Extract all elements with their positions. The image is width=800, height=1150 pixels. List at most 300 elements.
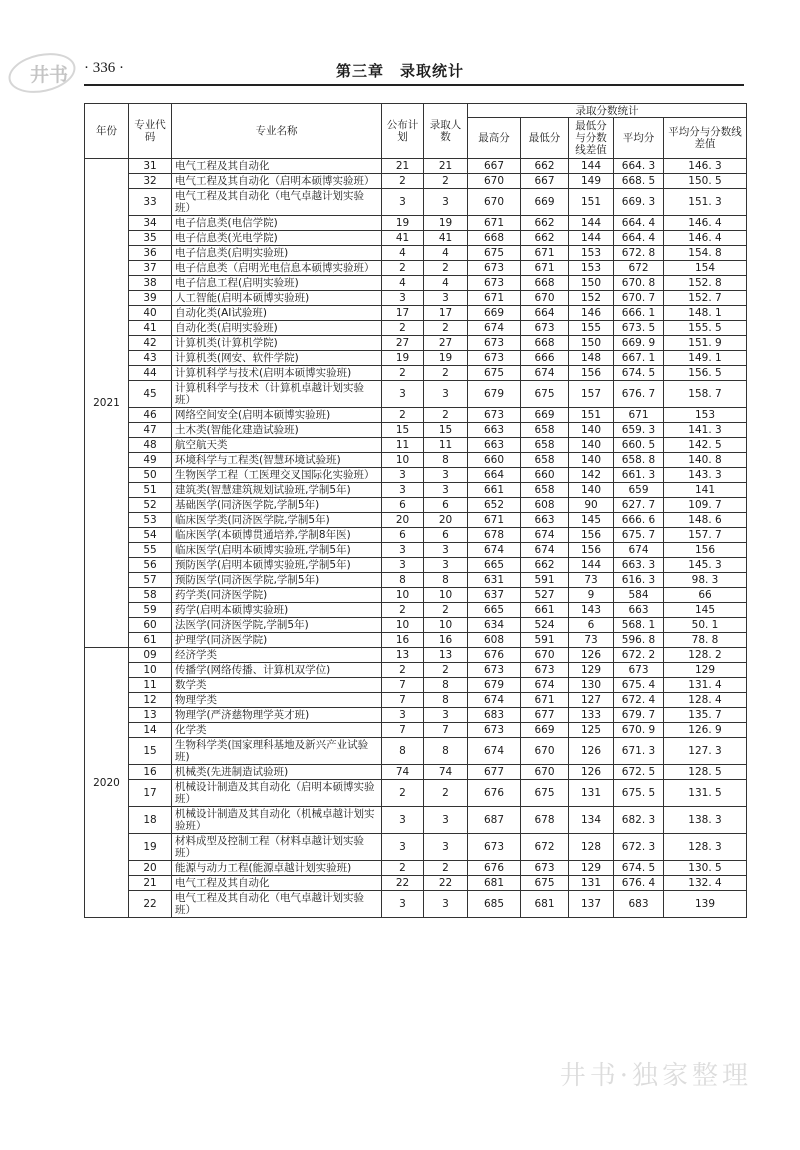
min-cell: 671 xyxy=(521,693,569,708)
max-cell: 674 xyxy=(468,738,521,765)
admitted-cell: 21 xyxy=(424,159,468,174)
plan-cell: 3 xyxy=(382,708,424,723)
watermark-text: 井书·独家整理 xyxy=(559,1061,752,1091)
max-cell: 676 xyxy=(468,780,521,807)
avg-diff-cell: 128. 5 xyxy=(664,765,747,780)
max-cell: 681 xyxy=(468,876,521,891)
min-diff-cell: 150 xyxy=(569,276,614,291)
min-cell: 658 xyxy=(521,483,569,498)
max-cell: 660 xyxy=(468,453,521,468)
code-cell: 22 xyxy=(129,891,172,918)
table-row xyxy=(85,738,747,765)
min-diff-cell: 90 xyxy=(569,498,614,513)
major-cell: 药学(启明本硕博实验班) xyxy=(172,603,382,618)
avg-diff-cell: 153 xyxy=(664,408,747,423)
major-cell: 能源与动力工程(能源卓越计划实验班) xyxy=(172,861,382,876)
avg-cell: 675. 7 xyxy=(614,528,664,543)
table-row xyxy=(85,174,747,189)
avg-cell: 664. 4 xyxy=(614,231,664,246)
admitted-cell: 15 xyxy=(424,423,468,438)
major-cell: 经济学类 xyxy=(172,648,382,663)
avg-cell: 675. 5 xyxy=(614,780,664,807)
major-cell: 电气工程及其自动化 xyxy=(172,159,382,174)
table-row xyxy=(85,663,747,678)
avg-cell: 669. 9 xyxy=(614,336,664,351)
admitted-cell: 2 xyxy=(424,261,468,276)
code-cell: 61 xyxy=(129,633,172,648)
avg-cell: 674. 5 xyxy=(614,861,664,876)
min-diff-cell: 144 xyxy=(569,159,614,174)
min-diff-cell: 129 xyxy=(569,861,614,876)
plan-cell: 3 xyxy=(382,558,424,573)
avg-cell: 672. 3 xyxy=(614,834,664,861)
header-plan: 公布计划 xyxy=(382,104,424,159)
plan-cell: 3 xyxy=(382,483,424,498)
plan-cell: 2 xyxy=(382,261,424,276)
code-cell: 51 xyxy=(129,483,172,498)
major-cell: 土木类(智能化建造试验班) xyxy=(172,423,382,438)
avg-diff-cell: 149. 1 xyxy=(664,351,747,366)
avg-diff-cell: 141 xyxy=(664,483,747,498)
min-diff-cell: 146 xyxy=(569,306,614,321)
table-row xyxy=(85,633,747,648)
code-cell: 35 xyxy=(129,231,172,246)
avg-cell: 683 xyxy=(614,891,664,918)
max-cell: 673 xyxy=(468,336,521,351)
code-cell: 56 xyxy=(129,558,172,573)
plan-cell: 19 xyxy=(382,216,424,231)
avg-cell: 663 xyxy=(614,603,664,618)
major-cell: 生物医学工程（工医理交叉国际化实验班） xyxy=(172,468,382,483)
avg-diff-cell: 135. 7 xyxy=(664,708,747,723)
major-cell: 机械设计制造及其自动化（机械卓越计划实验班） xyxy=(172,807,382,834)
min-cell: 661 xyxy=(521,603,569,618)
admitted-cell: 20 xyxy=(424,513,468,528)
admitted-cell: 2 xyxy=(424,861,468,876)
table-row xyxy=(85,159,747,174)
min-diff-cell: 131 xyxy=(569,876,614,891)
avg-cell: 674. 5 xyxy=(614,366,664,381)
min-cell: 675 xyxy=(521,876,569,891)
min-diff-cell: 144 xyxy=(569,216,614,231)
code-cell: 39 xyxy=(129,291,172,306)
code-cell: 46 xyxy=(129,408,172,423)
avg-cell: 670. 9 xyxy=(614,723,664,738)
avg-diff-cell: 132. 4 xyxy=(664,876,747,891)
major-cell: 航空航天类 xyxy=(172,438,382,453)
max-cell: 671 xyxy=(468,291,521,306)
avg-diff-cell: 130. 5 xyxy=(664,861,747,876)
plan-cell: 6 xyxy=(382,498,424,513)
header-major: 专业名称 xyxy=(172,104,382,159)
code-cell: 58 xyxy=(129,588,172,603)
min-diff-cell: 151 xyxy=(569,189,614,216)
table-row xyxy=(85,807,747,834)
table-row xyxy=(85,306,747,321)
min-cell: 591 xyxy=(521,633,569,648)
min-cell: 667 xyxy=(521,174,569,189)
avg-diff-cell: 143. 3 xyxy=(664,468,747,483)
major-cell: 电气工程及其自动化（电气卓越计划实验班） xyxy=(172,189,382,216)
max-cell: 673 xyxy=(468,723,521,738)
admitted-cell: 7 xyxy=(424,723,468,738)
plan-cell: 7 xyxy=(382,678,424,693)
min-diff-cell: 143 xyxy=(569,603,614,618)
min-diff-cell: 134 xyxy=(569,807,614,834)
plan-cell: 16 xyxy=(382,633,424,648)
plan-cell: 3 xyxy=(382,189,424,216)
admitted-cell: 8 xyxy=(424,693,468,708)
avg-diff-cell: 140. 8 xyxy=(664,453,747,468)
table-row xyxy=(85,708,747,723)
plan-cell: 10 xyxy=(382,453,424,468)
max-cell: 673 xyxy=(468,351,521,366)
major-cell: 电气工程及其自动化（电气卓越计划实验班） xyxy=(172,891,382,918)
max-cell: 631 xyxy=(468,573,521,588)
avg-cell: 668. 5 xyxy=(614,174,664,189)
table-row xyxy=(85,408,747,423)
avg-cell: 672. 8 xyxy=(614,246,664,261)
avg-diff-cell: 154 xyxy=(664,261,747,276)
avg-diff-cell: 145. 3 xyxy=(664,558,747,573)
code-cell: 34 xyxy=(129,216,172,231)
max-cell: 661 xyxy=(468,483,521,498)
plan-cell: 11 xyxy=(382,438,424,453)
avg-cell: 659 xyxy=(614,483,664,498)
min-cell: 675 xyxy=(521,381,569,408)
avg-cell: 658. 8 xyxy=(614,453,664,468)
min-cell: 671 xyxy=(521,261,569,276)
admitted-cell: 19 xyxy=(424,351,468,366)
avg-cell: 676. 4 xyxy=(614,876,664,891)
max-cell: 687 xyxy=(468,807,521,834)
avg-diff-cell: 129 xyxy=(664,663,747,678)
avg-diff-cell: 154. 8 xyxy=(664,246,747,261)
code-cell: 12 xyxy=(129,693,172,708)
table-row xyxy=(85,468,747,483)
plan-cell: 41 xyxy=(382,231,424,246)
max-cell: 678 xyxy=(468,528,521,543)
plan-cell: 8 xyxy=(382,738,424,765)
min-diff-cell: 156 xyxy=(569,366,614,381)
major-cell: 计算机科学与技术（计算机卓越计划实验班） xyxy=(172,381,382,408)
min-diff-cell: 145 xyxy=(569,513,614,528)
major-cell: 数学类 xyxy=(172,678,382,693)
avg-diff-cell: 152. 8 xyxy=(664,276,747,291)
min-diff-cell: 148 xyxy=(569,351,614,366)
avg-diff-cell: 98. 3 xyxy=(664,573,747,588)
page-number: · 336 · xyxy=(84,60,124,76)
table-row xyxy=(85,321,747,336)
admitted-cell: 13 xyxy=(424,648,468,663)
min-diff-cell: 144 xyxy=(569,231,614,246)
table-row xyxy=(85,423,747,438)
plan-cell: 3 xyxy=(382,891,424,918)
max-cell: 679 xyxy=(468,381,521,408)
max-cell: 673 xyxy=(468,276,521,291)
major-cell: 临床医学(本硕博贯通培养,学制8年医) xyxy=(172,528,382,543)
plan-cell: 6 xyxy=(382,528,424,543)
admitted-cell: 2 xyxy=(424,174,468,189)
code-cell: 53 xyxy=(129,513,172,528)
avg-cell: 673. 5 xyxy=(614,321,664,336)
code-cell: 57 xyxy=(129,573,172,588)
min-diff-cell: 131 xyxy=(569,780,614,807)
min-diff-cell: 137 xyxy=(569,891,614,918)
table-row xyxy=(85,678,747,693)
max-cell: 671 xyxy=(468,216,521,231)
major-cell: 物理学(严济慈物理学英才班) xyxy=(172,708,382,723)
min-diff-cell: 73 xyxy=(569,573,614,588)
plan-cell: 3 xyxy=(382,807,424,834)
avg-diff-cell: 157. 7 xyxy=(664,528,747,543)
avg-cell: 672. 5 xyxy=(614,765,664,780)
min-cell: 668 xyxy=(521,276,569,291)
table-row xyxy=(85,261,747,276)
min-cell: 668 xyxy=(521,336,569,351)
admitted-cell: 3 xyxy=(424,891,468,918)
max-cell: 663 xyxy=(468,438,521,453)
table-row xyxy=(85,513,747,528)
major-cell: 电子信息工程(启明实验班) xyxy=(172,276,382,291)
header-avg: 平均分 xyxy=(614,118,664,159)
avg-diff-cell: 148. 6 xyxy=(664,513,747,528)
min-diff-cell: 73 xyxy=(569,633,614,648)
min-diff-cell: 156 xyxy=(569,528,614,543)
table-row xyxy=(85,231,747,246)
max-cell: 670 xyxy=(468,174,521,189)
major-cell: 传播学(网络传播、计算机双学位) xyxy=(172,663,382,678)
min-cell: 674 xyxy=(521,678,569,693)
code-cell: 60 xyxy=(129,618,172,633)
admitted-cell: 3 xyxy=(424,807,468,834)
major-cell: 物理学类 xyxy=(172,693,382,708)
logo-text: 井书 xyxy=(30,64,69,86)
avg-cell: 616. 3 xyxy=(614,573,664,588)
plan-cell: 7 xyxy=(382,723,424,738)
major-cell: 基础医学(同济医学院,学制5年) xyxy=(172,498,382,513)
table-row xyxy=(85,453,747,468)
min-diff-cell: 157 xyxy=(569,381,614,408)
table-row xyxy=(85,336,747,351)
code-cell: 38 xyxy=(129,276,172,291)
admitted-cell: 3 xyxy=(424,483,468,498)
admitted-cell: 3 xyxy=(424,189,468,216)
code-cell: 42 xyxy=(129,336,172,351)
admitted-cell: 17 xyxy=(424,306,468,321)
admitted-cell: 2 xyxy=(424,663,468,678)
min-cell: 658 xyxy=(521,453,569,468)
table-row xyxy=(85,528,747,543)
avg-cell: 596. 8 xyxy=(614,633,664,648)
year-cell: 2021 xyxy=(85,159,129,648)
max-cell: 669 xyxy=(468,306,521,321)
plan-cell: 13 xyxy=(382,648,424,663)
avg-cell: 674 xyxy=(614,543,664,558)
plan-cell: 8 xyxy=(382,573,424,588)
min-cell: 670 xyxy=(521,291,569,306)
avg-diff-cell: 66 xyxy=(664,588,747,603)
min-diff-cell: 153 xyxy=(569,261,614,276)
header-admitted: 录取人数 xyxy=(424,104,468,159)
min-cell: 669 xyxy=(521,189,569,216)
min-cell: 673 xyxy=(521,663,569,678)
major-cell: 临床医学类(同济医学院,学制5年) xyxy=(172,513,382,528)
code-cell: 52 xyxy=(129,498,172,513)
major-cell: 机械设计制造及其自动化（启明本硕博实验班） xyxy=(172,780,382,807)
min-cell: 674 xyxy=(521,528,569,543)
code-cell: 31 xyxy=(129,159,172,174)
min-diff-cell: 151 xyxy=(569,408,614,423)
min-diff-cell: 140 xyxy=(569,483,614,498)
plan-cell: 3 xyxy=(382,543,424,558)
code-cell: 09 xyxy=(129,648,172,663)
avg-diff-cell: 148. 1 xyxy=(664,306,747,321)
code-cell: 15 xyxy=(129,738,172,765)
min-diff-cell: 126 xyxy=(569,765,614,780)
plan-cell: 3 xyxy=(382,834,424,861)
code-cell: 14 xyxy=(129,723,172,738)
avg-cell: 679. 7 xyxy=(614,708,664,723)
plan-cell: 10 xyxy=(382,618,424,633)
major-cell: 电气工程及其自动化（启明本硕博实验班） xyxy=(172,174,382,189)
avg-diff-cell: 146. 3 xyxy=(664,159,747,174)
max-cell: 663 xyxy=(468,423,521,438)
admitted-cell: 3 xyxy=(424,708,468,723)
plan-cell: 17 xyxy=(382,306,424,321)
plan-cell: 4 xyxy=(382,276,424,291)
code-cell: 33 xyxy=(129,189,172,216)
avg-diff-cell: 152. 7 xyxy=(664,291,747,306)
min-cell: 660 xyxy=(521,468,569,483)
major-cell: 预防医学(同济医学院,学制5年) xyxy=(172,573,382,588)
table-row xyxy=(85,216,747,231)
table-row xyxy=(85,603,747,618)
min-cell: 662 xyxy=(521,159,569,174)
avg-cell: 663. 3 xyxy=(614,558,664,573)
code-cell: 55 xyxy=(129,543,172,558)
max-cell: 652 xyxy=(468,498,521,513)
avg-diff-cell: 156. 5 xyxy=(664,366,747,381)
admitted-cell: 2 xyxy=(424,321,468,336)
code-cell: 21 xyxy=(129,876,172,891)
table-row xyxy=(85,891,747,918)
min-diff-cell: 133 xyxy=(569,708,614,723)
avg-diff-cell: 146. 4 xyxy=(664,216,747,231)
avg-cell: 627. 7 xyxy=(614,498,664,513)
code-cell: 47 xyxy=(129,423,172,438)
avg-diff-cell: 142. 5 xyxy=(664,438,747,453)
admitted-cell: 22 xyxy=(424,876,468,891)
code-cell: 17 xyxy=(129,780,172,807)
avg-cell: 664. 4 xyxy=(614,216,664,231)
admitted-cell: 8 xyxy=(424,678,468,693)
table-row xyxy=(85,276,747,291)
major-cell: 临床医学(启明本硕博实验班,学制5年) xyxy=(172,543,382,558)
max-cell: 637 xyxy=(468,588,521,603)
table-row xyxy=(85,648,747,663)
avg-diff-cell: 139 xyxy=(664,891,747,918)
admitted-cell: 6 xyxy=(424,528,468,543)
plan-cell: 22 xyxy=(382,876,424,891)
avg-diff-cell: 128. 3 xyxy=(664,834,747,861)
admitted-cell: 16 xyxy=(424,633,468,648)
table-row xyxy=(85,483,747,498)
max-cell: 634 xyxy=(468,618,521,633)
avg-diff-cell: 78. 8 xyxy=(664,633,747,648)
table-row xyxy=(85,291,747,306)
avg-cell: 666. 1 xyxy=(614,306,664,321)
max-cell: 674 xyxy=(468,321,521,336)
major-cell: 网络空间安全(启明本硕博实验班) xyxy=(172,408,382,423)
min-cell: 662 xyxy=(521,231,569,246)
avg-cell: 671. 3 xyxy=(614,738,664,765)
max-cell: 673 xyxy=(468,834,521,861)
header-avg-diff: 平均分与分数线差值 xyxy=(664,118,747,159)
min-cell: 677 xyxy=(521,708,569,723)
min-cell: 664 xyxy=(521,306,569,321)
admission-table xyxy=(84,103,747,918)
header-score-group: 录取分数统计 xyxy=(468,104,747,118)
min-diff-cell: 140 xyxy=(569,423,614,438)
avg-diff-cell: 156 xyxy=(664,543,747,558)
avg-cell: 568. 1 xyxy=(614,618,664,633)
min-diff-cell: 149 xyxy=(569,174,614,189)
year-cell: 2020 xyxy=(85,648,129,918)
avg-cell: 673 xyxy=(614,663,664,678)
min-cell: 658 xyxy=(521,423,569,438)
max-cell: 608 xyxy=(468,633,521,648)
admitted-cell: 3 xyxy=(424,558,468,573)
avg-diff-cell: 145 xyxy=(664,603,747,618)
max-cell: 676 xyxy=(468,861,521,876)
min-cell: 666 xyxy=(521,351,569,366)
max-cell: 667 xyxy=(468,159,521,174)
admitted-cell: 27 xyxy=(424,336,468,351)
table-row xyxy=(85,618,747,633)
min-diff-cell: 155 xyxy=(569,321,614,336)
plan-cell: 2 xyxy=(382,603,424,618)
major-cell: 计算机类(网安、软件学院) xyxy=(172,351,382,366)
max-cell: 668 xyxy=(468,231,521,246)
major-cell: 化学类 xyxy=(172,723,382,738)
header-year: 年份 xyxy=(85,104,129,159)
min-diff-cell: 152 xyxy=(569,291,614,306)
table-row xyxy=(85,693,747,708)
avg-diff-cell: 150. 5 xyxy=(664,174,747,189)
avg-cell: 682. 3 xyxy=(614,807,664,834)
min-diff-cell: 144 xyxy=(569,558,614,573)
header-code: 专业代码 xyxy=(129,104,172,159)
table-row xyxy=(85,876,747,891)
min-diff-cell: 125 xyxy=(569,723,614,738)
min-cell: 669 xyxy=(521,723,569,738)
max-cell: 683 xyxy=(468,708,521,723)
table-row xyxy=(85,189,747,216)
avg-cell: 672. 4 xyxy=(614,693,664,708)
max-cell: 685 xyxy=(468,891,521,918)
avg-diff-cell: 131. 5 xyxy=(664,780,747,807)
admitted-cell: 3 xyxy=(424,381,468,408)
avg-cell: 659. 3 xyxy=(614,423,664,438)
admitted-cell: 3 xyxy=(424,468,468,483)
table-row xyxy=(85,861,747,876)
min-diff-cell: 130 xyxy=(569,678,614,693)
plan-cell: 10 xyxy=(382,588,424,603)
admitted-cell: 8 xyxy=(424,738,468,765)
avg-cell: 660. 5 xyxy=(614,438,664,453)
min-cell: 670 xyxy=(521,648,569,663)
